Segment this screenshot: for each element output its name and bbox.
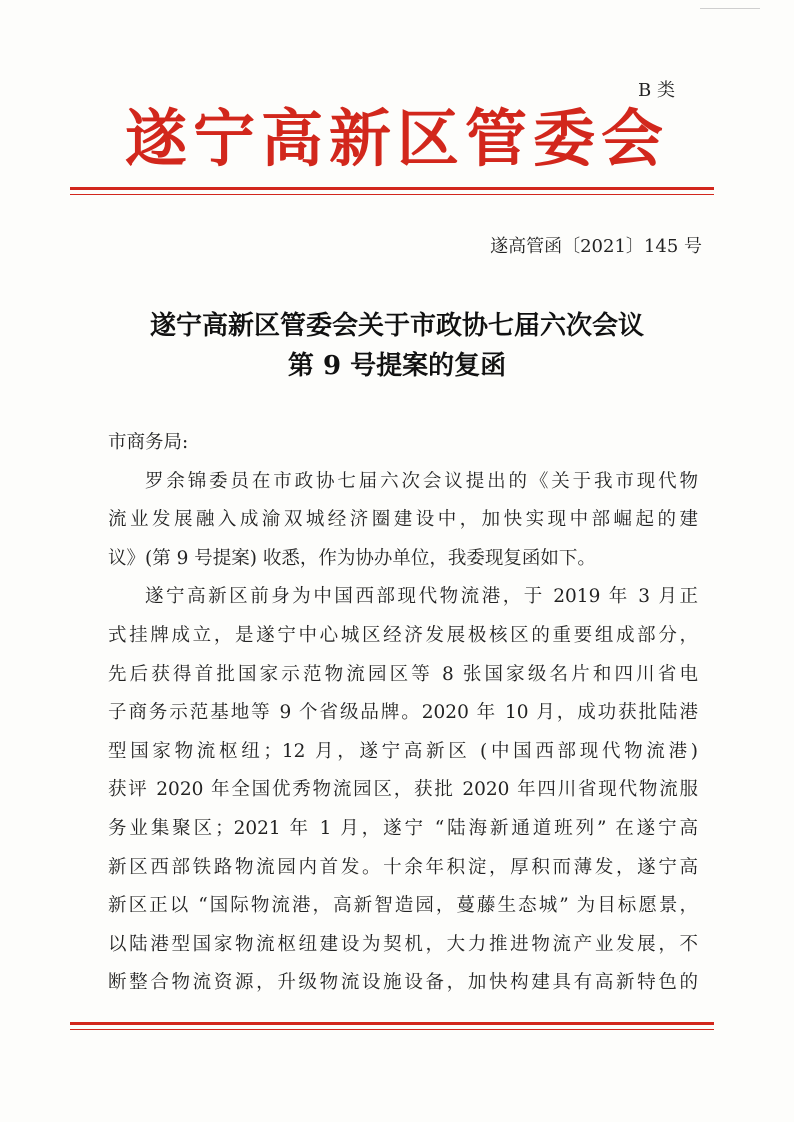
body-line: 新区西部铁路物流园内首发。十余年积淀，厚积而薄发，遂宁高: [108, 856, 698, 878]
body-line: 先后获得首批国家示范物流园区等 8 张国家级名片和四川省电: [108, 663, 698, 685]
body-line: 议》(第 9 号提案) 收悉，作为协办单位，我委现复函如下。: [108, 547, 596, 569]
letterhead-rule-thin: [70, 194, 714, 195]
document-body: [108, 424, 698, 1003]
body-line: 断整合物流资源，升级物流设施设备，加快构建具有高新特色的: [108, 972, 698, 994]
body-line: 流业发展融入成渝双城经济圈建设中，加快实现中部崛起的建: [108, 509, 698, 531]
body-line: 遂宁高新区前身为中国西部现代物流港，于 2019 年 3 月正: [145, 586, 698, 608]
category-label: B 类: [638, 80, 675, 101]
letterhead-title: 遂宁高新区管委会: [124, 102, 669, 175]
document-title: [0, 306, 794, 386]
salutation: 市商务局:: [108, 432, 189, 453]
title-line-1: 遂宁高新区管委会关于市政协七届六次会议: [149, 311, 644, 341]
title-line-2: 第 9 号提案的复函: [287, 351, 507, 381]
footer-rule-thick: [70, 1022, 714, 1025]
body-line: 务业集聚区；2021 年 1 月，遂宁 “陆海新通道班列” 在遂宁高: [108, 817, 698, 839]
scan-edge-mark: [700, 0, 760, 9]
document-number: 遂高管函〔2021〕145 号: [490, 236, 702, 257]
body-line: 以陆港型国家物流枢纽建设为契机，大力推进物流产业发展，不: [108, 933, 698, 955]
body-line: 型国家物流枢纽；12 月，遂宁高新区 (中国西部现代物流港): [108, 740, 698, 762]
footer-rule-thin: [70, 1029, 714, 1030]
letterhead-rule-thick: [70, 187, 714, 190]
body-line: 获评 2020 年全国优秀物流园区，获批 2020 年四川省现代物流服: [108, 779, 698, 801]
body-line: 新区正以 “国际物流港，高新智造园，蔓藤生态城” 为目标愿景，: [108, 895, 698, 917]
body-line: 罗余锦委员在市政协七届六次会议提出的《关于我市现代物: [145, 470, 698, 492]
body-line: 式挂牌成立，是遂宁中心城区经济发展极核区的重要组成部分，: [108, 624, 698, 646]
body-line: 子商务示范基地等 9 个省级品牌。2020 年 10 月，成功获批陆港: [108, 702, 698, 724]
